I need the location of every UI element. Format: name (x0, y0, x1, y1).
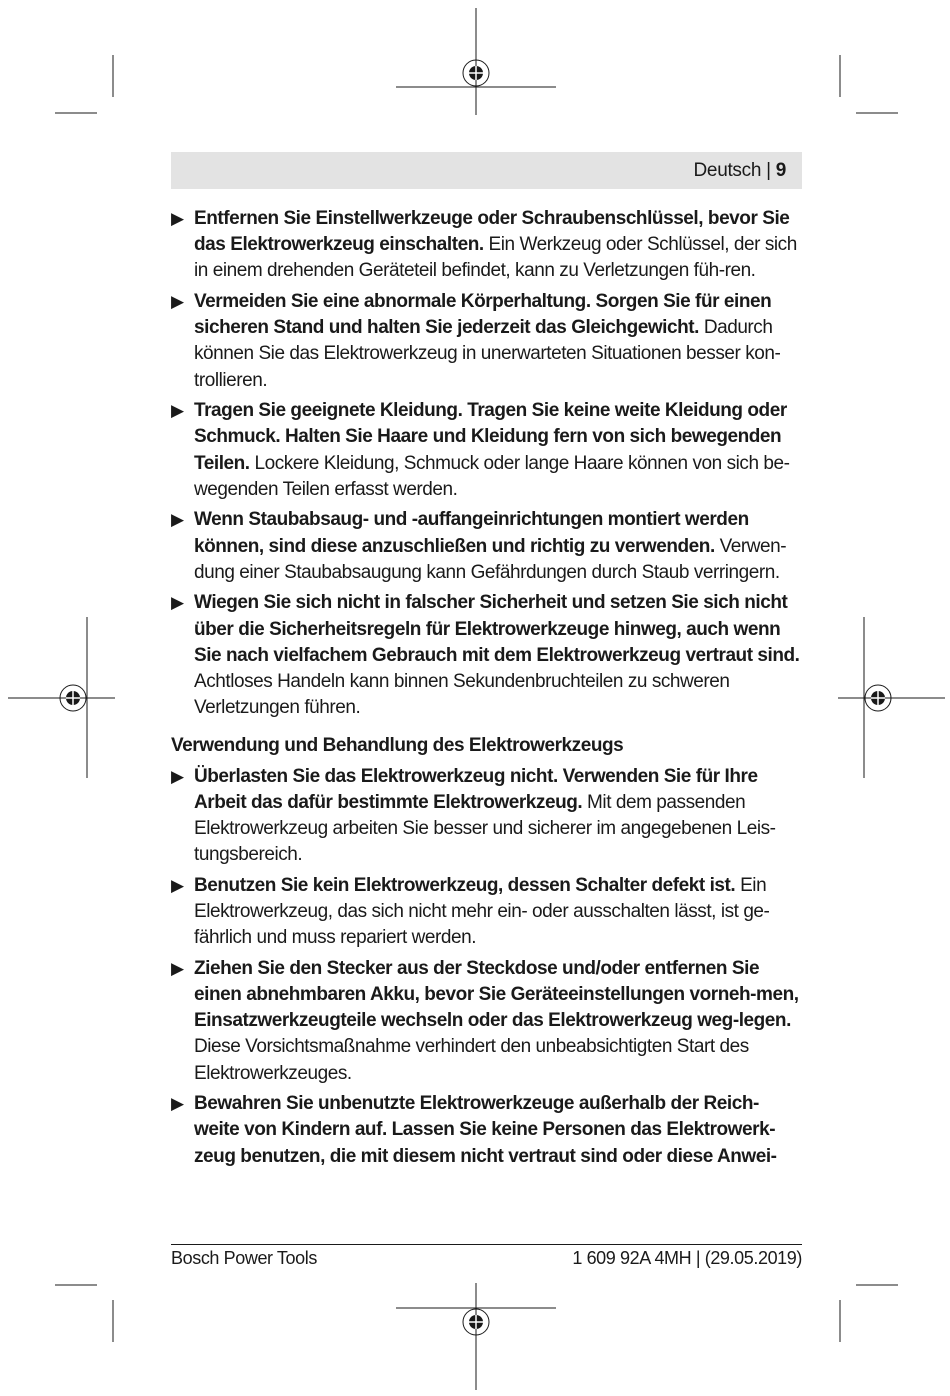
item-body-text: Lockere Kleidung, Schmuck oder lange Haare können von sich be-wegenden Teilen erfasst werden. (194, 452, 790, 500)
list-item (171, 1091, 802, 1170)
page-number: 9 (775, 160, 786, 181)
header-separator: | (766, 160, 771, 181)
item-body-text: Verwen-dung einer Staubabsaugung kann Gefährdungen durch Staub verringern. (194, 535, 787, 583)
triangle-bullet-icon: ▶ (171, 292, 184, 311)
triangle-bullet-icon: ▶ (171, 401, 184, 421)
footer-doc-number: 1 609 92A 4MH | (29.05.2019) (572, 1248, 802, 1268)
triangle-bullet-icon: ▶ (171, 958, 184, 978)
list-item (171, 398, 802, 503)
footer-rule (171, 1244, 802, 1245)
item-body-text: Ein Elektrowerkzeug, das sich nicht mehr ein- oder ausschalten lässt, ist ge-fährlich und muss repariert werden. (194, 874, 770, 949)
header-language: Deutsch (693, 160, 762, 181)
item-bold-text: Tragen Sie geeignete Kleidung. Tragen Sie keine weite Kleidung oder Schmuck. Halten Sie Haare und Kleidung fern von sich bewegenden Teilen. (194, 400, 787, 474)
item-bold-text: Wiegen Sie sich nicht in falscher Sicherheit und setzen Sie sich nicht über die Sicherheitsregeln für Elektrowerkzeuge hinweg, auch wenn Sie nach vielfachem Gebrauch mit dem Elektrowerkzeug vertraut sind. (194, 592, 800, 666)
list-item (171, 764, 802, 869)
list-item (171, 873, 802, 952)
list-item (171, 289, 802, 394)
item-bold-text: Benutzen Sie kein Elektrowerkzeug, dessen Schalter defekt ist. (194, 874, 736, 896)
item-bold-text: Bewahren Sie unbenutzte Elektrowerkzeuge außerhalb der Reich-weite von Kindern auf. Lassen Sie keine Personen das Elektrowerk-zeug benutzen, die mit diesem nicht vertraut sind oder diese Anwei- (194, 1093, 777, 1167)
item-body-text: Ein Werkzeug oder Schlüssel, der sich in einem drehenden Geräteteil befindet, kann zu Verletzungen füh-ren. (194, 234, 797, 282)
item-body-text: Dadurch können Sie das Elektrowerkzeug in unerwarteten Situationen besser kon-trollieren. (194, 317, 781, 391)
triangle-bullet-icon: ▶ (171, 1094, 184, 1114)
triangle-bullet-icon: ▶ (171, 510, 184, 530)
header-text (694, 160, 787, 182)
list-item (171, 507, 802, 586)
page-header (171, 152, 802, 189)
item-body-text: Achtloses Handeln kann binnen Sekundenbruchteilen zu schweren Verletzungen führen. (194, 671, 730, 719)
item-bold-text: Vermeiden Sie eine abnormale Körperhaltung. Sorgen Sie für einen sicheren Stand und halten Sie jederzeit das Gleichgewicht. (194, 291, 772, 339)
item-body-text: Mit dem passenden Elektrowerkzeug arbeiten Sie besser und sicherer im angegebenen Leis-tungsbereich. (194, 791, 776, 866)
item-bold-text: Wenn Staubabsaug- und -auffangeinrichtungen montiert werden können, sind diese anzuschließen und richtig zu verwenden. (194, 509, 749, 557)
safety-list-personal (171, 206, 802, 721)
triangle-bullet-icon: ▶ (171, 209, 184, 228)
page-content (171, 206, 802, 1174)
item-body-text: Diese Vorsichtsmaßnahme verhindert den unbeabsichtigten Start des Elektrowerkzeuges. (194, 1036, 749, 1084)
footer-brand: Bosch Power Tools (171, 1248, 317, 1268)
item-bold-text: Überlasten Sie das Elektrowerkzeug nicht. Verwenden Sie für Ihre Arbeit das dafür bestimmte Elektrowerkzeug. (194, 765, 758, 813)
triangle-bullet-icon: ▶ (171, 766, 184, 786)
item-bold-text: Entfernen Sie Einstellwerkzeuge oder Schraubenschlüssel, bevor Sie das Elektrowerkzeug einschalten. (194, 208, 790, 256)
list-item (171, 956, 802, 1087)
safety-list-tool-use (171, 764, 802, 1170)
triangle-bullet-icon: ▶ (171, 875, 184, 895)
item-bold-text: Ziehen Sie den Stecker aus der Steckdose und/oder entfernen Sie einen abnehmbaren Akku, bevor Sie Geräteeinstellungen vorneh-men, Einsatzwerkzeugteile wechseln oder das Elektrowerkzeug weg-legen. (194, 957, 799, 1032)
section-heading: Verwendung und Behandlung des Elektrowerkzeugs (171, 735, 624, 757)
triangle-bullet-icon: ▶ (171, 593, 184, 613)
list-item (171, 206, 802, 285)
list-item (171, 590, 802, 721)
